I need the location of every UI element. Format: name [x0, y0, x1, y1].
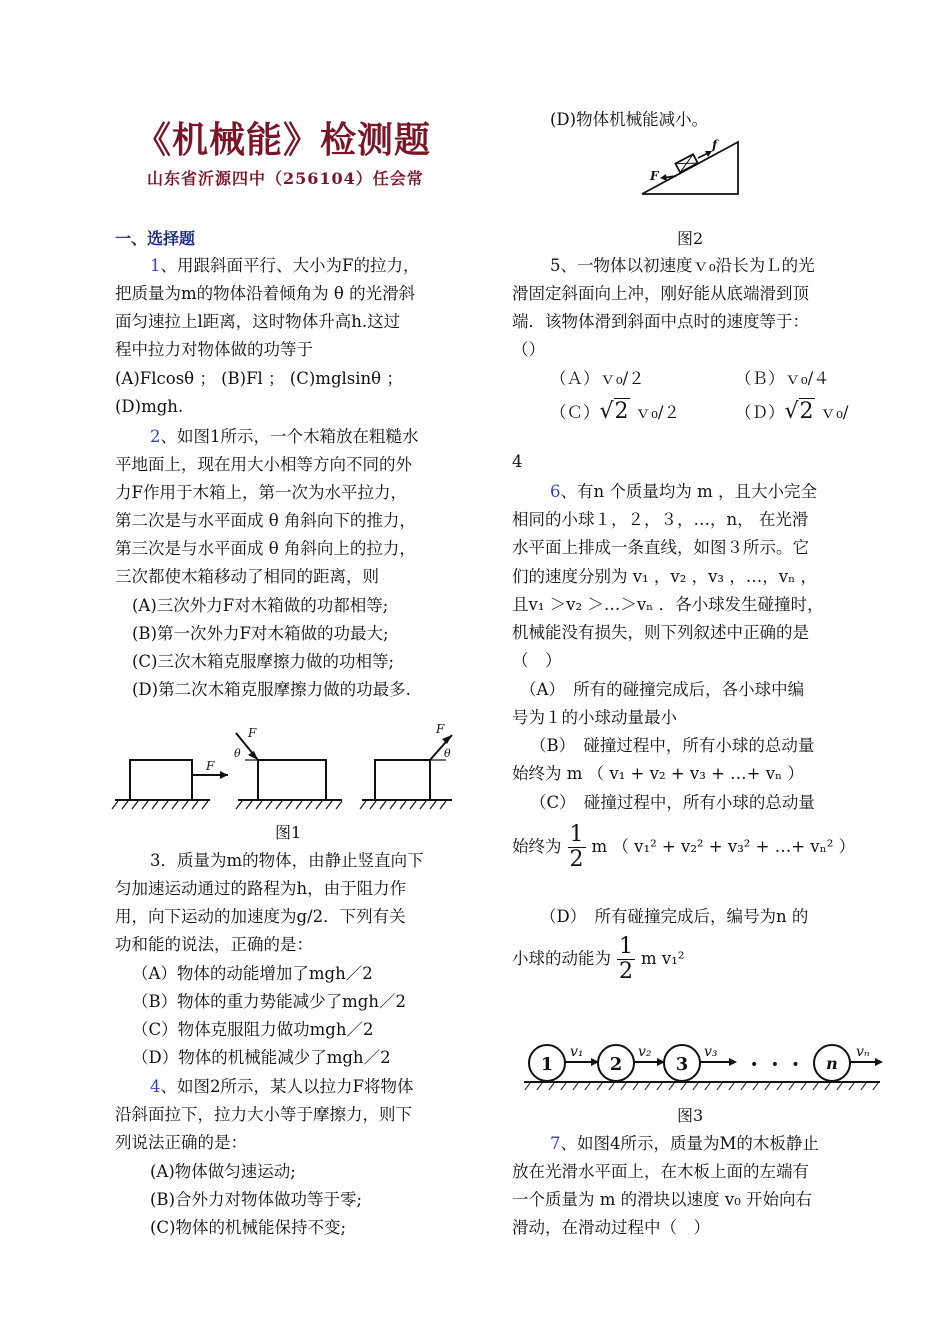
section-heading: 一、选择题: [115, 229, 196, 248]
q6-option-c-1: （C） 碰撞过程中，所有小球的总动量: [530, 793, 815, 812]
q6-option-c-2: 始终为 $\frac{1}{2}$ m （ v₁² + v₂² + v₃² + …+ vₙ² ）: [512, 822, 856, 872]
fig2-block: [675, 154, 697, 172]
fig1-label-f2: F: [248, 726, 257, 740]
fig3-ball-label-1: 1: [540, 1054, 554, 1075]
q6-line-7: （ ）: [512, 651, 562, 670]
fig2-label-F: F: [650, 169, 659, 183]
q6-option-d-1: （D） 所有碰撞完成后，编号为n 的: [540, 907, 809, 926]
q2-line-3: 力F作用于木箱上，第一次为水平拉力，: [115, 483, 407, 502]
figure-1: [110, 722, 480, 815]
q5-line-2: 滑固定斜面向上冲，刚好能从底端滑到顶: [512, 284, 809, 303]
q2-line-2: 平地面上，现在用大小相等方向不同的外: [115, 455, 412, 474]
q3-option-a: （A）物体的动能增加了mgh／2: [132, 964, 373, 983]
q6-line-2: 相同的小球１，２，３，…，n， 在光滑: [512, 510, 809, 529]
q6-line-1: 6、有n 个质量均为 m ，且大小完全: [550, 482, 818, 501]
q2-line-6: 三次都使木箱移动了相同的距离，则: [115, 567, 379, 586]
q6-option-b-2: 始终为 m （ v₁ + v₂ + v₃ + …+ vₙ ）: [512, 764, 804, 783]
q6-option-b-1: （B） 碰撞过程中，所有小球的总动量: [530, 736, 815, 755]
q4-number: 4: [150, 1077, 161, 1096]
q4-line-3: 列说法正确的是：: [115, 1133, 247, 1152]
q4-option-b: (B)合外力对物体做功等于零;: [150, 1190, 363, 1209]
q6-option-a-2: 号为１的小球动量最小: [512, 708, 677, 727]
fig1-label-theta2: θ: [234, 747, 241, 760]
fig3-caption: 图3: [677, 1106, 704, 1125]
fig3-vel-2: v₂: [638, 1044, 652, 1060]
fig1-box-2: [258, 760, 326, 800]
q3-option-d: （D）物体的机械能减少了mgh／2: [132, 1048, 391, 1067]
fig3-ball-label-n: n: [826, 1054, 838, 1073]
q6-option-d-2: 小球的动能为 $\frac{1}{2}$ m v₁²: [512, 934, 685, 984]
fig3-ellipsis: • • •: [750, 1057, 804, 1073]
q2-option-b: (B)第一次外力F对木箱做的功最大;: [132, 624, 389, 643]
fig1-box-1: [130, 760, 192, 800]
q6-line-4: 们的速度分别为 v₁ ，v₂ ，v₃ ，…，vₙ ，: [512, 567, 817, 586]
q3-line-3: 用，向下运动的加速度为g/2．下列有关: [115, 907, 406, 926]
q2-option-d: (D)第二次木箱克服摩擦力做的功最多.: [132, 680, 411, 699]
q4-option-a: (A)物体做匀速运动;: [150, 1162, 296, 1181]
q2-line-4: 第二次是与水平面成 θ 角斜向下的推力，: [115, 511, 416, 530]
q6-number: 6: [550, 482, 561, 501]
q3-option-b: （B）物体的重力势能减少了mgh／2: [132, 992, 406, 1011]
q2-option-a: (A)三次外力F对木箱做的功都相等;: [132, 596, 389, 615]
fig2-caption: 图2: [677, 229, 704, 248]
q5-wrap: 4: [512, 452, 523, 471]
q5-option-a: （Ａ）ｖ₀/２: [550, 369, 645, 388]
fig3-ball-label-3: 3: [675, 1054, 689, 1075]
fraction-half: $\frac{1}{2}$: [569, 822, 584, 872]
q5-option-b: （Ｂ）ｖ₀/４: [735, 369, 830, 388]
fig3-vel-1: v₁: [570, 1044, 584, 1060]
fig3-vel-n: vₙ: [856, 1044, 870, 1060]
figure-2: [638, 136, 748, 200]
figure-3: [520, 1036, 890, 1092]
sqrt-symbol-d: √2: [784, 399, 814, 424]
q4-line-1: 4、如图2所示，某人以拉力F将物体: [150, 1077, 414, 1096]
author-line: 山东省沂源四中（256104）任会常: [147, 169, 424, 188]
fig1-label-f3: F: [436, 722, 445, 736]
q6-option-a-1: （A） 所有的碰撞完成后，各小球中编: [520, 680, 805, 699]
q1-line-1: 1、用跟斜面平行、大小为F的拉力，: [150, 256, 420, 275]
q4-option-d: (D)物体机械能减小。: [550, 110, 709, 129]
q1-option-d: (D)mgh.: [115, 397, 184, 416]
q1-line-3: 面匀速拉上l距离，这时物体升高h.这过: [115, 312, 401, 331]
fig2-label-f: f: [712, 138, 718, 152]
q3-option-c: （C）物体克服阻力做功mgh／2: [132, 1020, 374, 1039]
q2-number: 2: [150, 427, 161, 446]
sqrt-symbol: √2: [599, 399, 629, 424]
q3-line-2: 匀加速运动通过的路程为h，由于阻力作: [115, 879, 407, 898]
q3-line-1: 3．质量为m的物体，由静止竖直向下: [150, 851, 424, 870]
q1-number: 1: [150, 256, 161, 275]
q1-line-2: 把质量为m的物体沿着倾角为 θ 的光滑斜: [115, 284, 416, 303]
q7-line-1: 7、如图4所示，质量为M的木板静止: [550, 1134, 819, 1153]
q7-line-2: 放在光滑水平面上，在木板上面的左端有: [512, 1162, 809, 1181]
q6-line-3: 水平面上排成一条直线，如图３所示。它: [512, 538, 809, 557]
q7-line-4: 滑动，在滑动过程中（ ）: [512, 1218, 710, 1237]
fig1-box-3: [375, 760, 430, 800]
fig3-ball-label-2: 2: [609, 1054, 623, 1075]
q5-line-3: 端．该物体滑到斜面中点时的速度等于：: [512, 312, 809, 331]
q6-line-6: 机械能没有损失，则下列叙述中正确的是: [512, 623, 809, 642]
q5-option-c: （Ｃ）√2 ｖ₀/２: [550, 399, 680, 424]
q7-number: 7: [550, 1134, 561, 1153]
q1-options: (A)Flcosθ ； (B)Fl ； (C)mglsinθ ；: [115, 369, 403, 388]
page-title: 《机械能》检测题: [135, 119, 432, 161]
q4-option-c: (C)物体的机械能保持不变;: [150, 1218, 347, 1237]
q5-option-d: （Ｄ）√2 ｖ₀/: [735, 399, 849, 424]
fig1-label-f1: F: [206, 759, 215, 773]
q2-option-c: (C)三次木箱克服摩擦力做的功相等;: [132, 652, 395, 671]
q5-line-1: 5、一物体以初速度ｖ₀沿长为Ｌ的光: [550, 256, 815, 275]
q2-line-1: 2、如图1所示，一个木箱放在粗糙水: [150, 427, 419, 446]
q4-line-2: 沿斜面拉下，拉力大小等于摩擦力，则下: [115, 1105, 412, 1124]
q3-line-4: 功和能的说法，正确的是：: [115, 935, 313, 954]
q6-line-5: 且v₁ ＞v₂ ＞…＞vₙ ．各小球发生碰撞时，: [512, 595, 824, 614]
fig1-label-theta3: θ: [444, 747, 451, 760]
q7-line-3: 一个质量为 m 的滑块以速度 v₀ 开始向右: [512, 1190, 813, 1209]
q1-line-4: 程中拉力对物体做的功等于: [115, 340, 313, 359]
q2-line-5: 第三次是与水平面成 θ 角斜向上的拉力，: [115, 539, 416, 558]
fig3-vel-3: v₃: [704, 1044, 718, 1060]
fig1-caption: 图1: [275, 823, 302, 842]
q5-line-4: （）: [512, 340, 545, 359]
fraction-half-d: $\frac{1}{2}$: [619, 934, 633, 984]
